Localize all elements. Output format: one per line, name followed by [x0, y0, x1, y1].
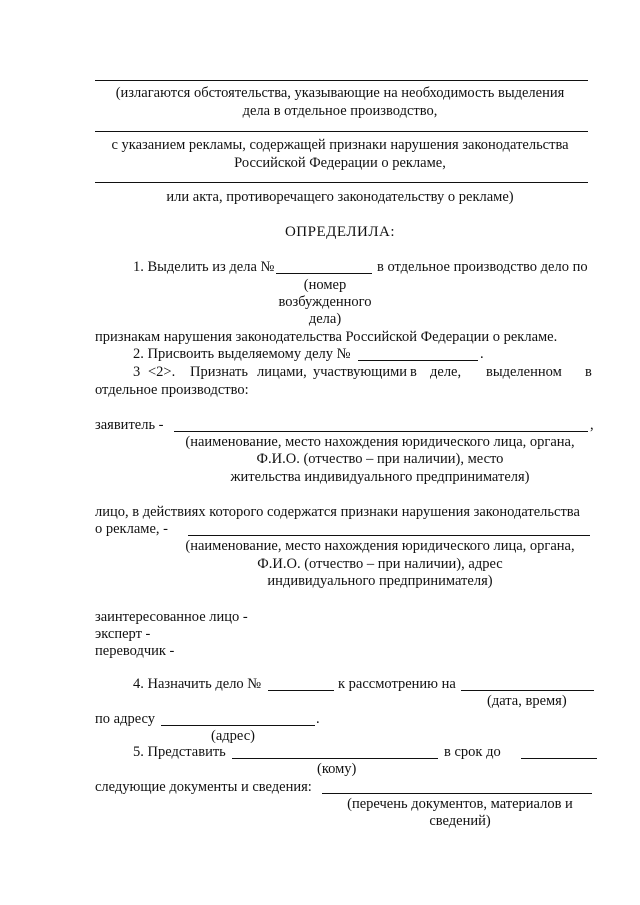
- item5-docs-label: следующие документы и сведения:: [95, 779, 312, 795]
- item4-address-hint: (адрес): [211, 728, 255, 744]
- hint-advertising-2: Российской Федерации о рекламе,: [234, 155, 446, 171]
- item4-middle: к рассмотрению на: [338, 676, 456, 692]
- blank-line-act[interactable]: [95, 182, 588, 183]
- item2-text: 2. Присвоить выделяемому делу №: [133, 346, 351, 362]
- applicant-hint-1: (наименование, место нахождения юридического лица, органа,: [185, 434, 575, 450]
- item4-case-number-blank[interactable]: [268, 690, 334, 691]
- item3-word-1: 3: [133, 364, 141, 380]
- applicant-blank[interactable]: [174, 431, 588, 432]
- item4-datetime-blank[interactable]: [461, 690, 594, 691]
- item1-continuation: признакам нарушения законодательства Российской Федерации о рекламе.: [95, 329, 558, 345]
- violator-hint-1: (наименование, место нахождения юридического лица, органа,: [185, 538, 575, 554]
- violator-line-1: лицо, в действиях которого содержатся признаки нарушения законодательства: [95, 504, 580, 520]
- violator-blank[interactable]: [188, 535, 590, 536]
- item2-case-number-blank[interactable]: [358, 360, 478, 361]
- item5-hint-whom: (кому): [317, 761, 357, 777]
- item5-docs-hint-1: (перечень документов, материалов и: [347, 796, 573, 812]
- item4-prefix: 4. Назначить дело №: [133, 676, 262, 692]
- applicant-end: ,: [590, 417, 594, 433]
- blank-line-advertising[interactable]: [95, 131, 588, 132]
- item3-word-6: в: [410, 364, 417, 380]
- item3-word-5: участвующими: [313, 364, 408, 380]
- item3-word-7: деле,: [430, 364, 462, 380]
- applicant-hint-3: жительства индивидуального предпринимателя): [230, 469, 530, 485]
- violator-hint-2: Ф.И.О. (отчество – при наличии), адрес: [257, 556, 503, 572]
- expert-label: эксперт -: [95, 626, 151, 642]
- blank-line-circumstances[interactable]: [95, 80, 588, 81]
- item1-hint-1: (номер: [303, 277, 347, 293]
- hint-act: или акта, противоречащего законодательству о рекламе): [166, 189, 514, 205]
- item5-docs-hint-2: сведений): [429, 813, 491, 829]
- item4-address-label: по адресу: [95, 711, 155, 727]
- item5-recipient-blank[interactable]: [232, 758, 438, 759]
- item1-prefix: 1. Выделить из дела №: [133, 259, 275, 275]
- decision-heading: ОПРЕДЕЛИЛА:: [284, 224, 396, 240]
- interested-person-label: заинтересованное лицо -: [95, 609, 248, 625]
- item3-word-2: <2>.: [148, 364, 176, 380]
- hint-circumstances-1: (излагаются обстоятельства, указывающие на необходимость выделения: [115, 85, 565, 101]
- item4-hint-datetime: (дата, время): [487, 693, 567, 709]
- applicant-hint-2: Ф.И.О. (отчество – при наличии), место: [256, 451, 504, 467]
- item3-line-2: отдельное производство:: [95, 382, 249, 398]
- violator-label: о рекламе, -: [95, 521, 168, 537]
- violator-hint-3: индивидуального предпринимателя): [267, 573, 493, 589]
- hint-advertising-1: с указанием рекламы, содержащей признаки нарушения законодательства: [111, 137, 569, 153]
- item2-end: .: [480, 346, 484, 362]
- item3-word-3: Признать: [190, 364, 248, 380]
- item1-hint-2: возбужденного: [278, 294, 372, 310]
- item1-hint-3: дела): [308, 311, 342, 327]
- item4-address-end: .: [316, 711, 320, 727]
- item3-word-9: в: [585, 364, 592, 380]
- item5-prefix: 5. Представить: [133, 744, 226, 760]
- item3-word-4: лицами,: [257, 364, 307, 380]
- item5-deadline-blank[interactable]: [521, 758, 597, 759]
- applicant-label: заявитель -: [95, 417, 164, 433]
- item3-word-8: выделенном: [486, 364, 562, 380]
- translator-label: переводчик -: [95, 643, 175, 659]
- item4-address-blank[interactable]: [161, 725, 315, 726]
- item5-docs-blank[interactable]: [322, 793, 592, 794]
- item5-middle: в срок до: [444, 744, 501, 760]
- item1-suffix: в отдельное производство дело по: [377, 259, 588, 275]
- hint-circumstances-2: дела в отдельное производство,: [242, 103, 438, 119]
- item1-case-number-blank[interactable]: [276, 273, 372, 274]
